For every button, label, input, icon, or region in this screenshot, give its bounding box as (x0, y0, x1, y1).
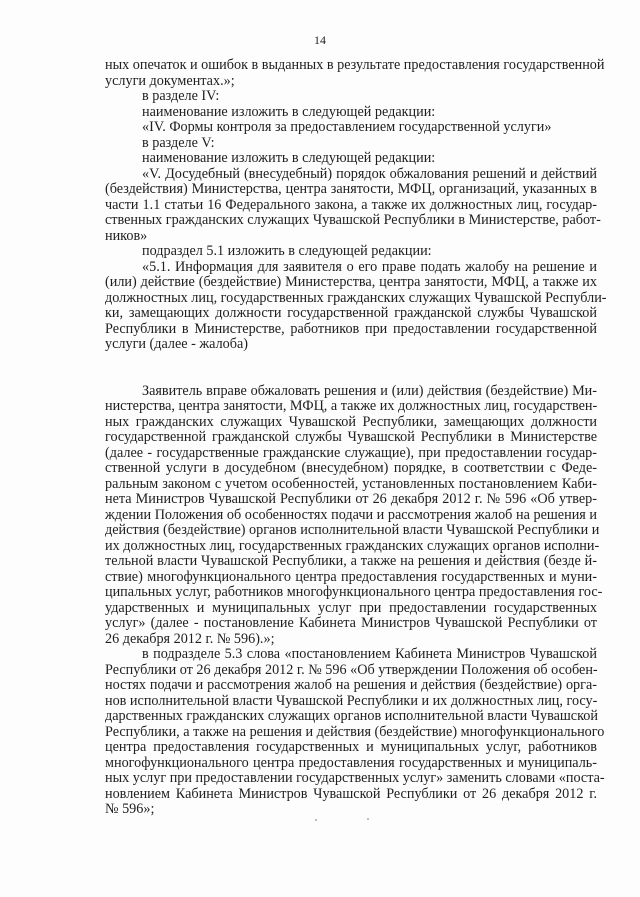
page-number: 14 (314, 33, 326, 47)
text-line: нистерства, центра занятости, МФЦ, а также их должностных лиц, государствен- (105, 398, 598, 414)
text-line: услуги (далее - жалоба) (105, 336, 249, 352)
text-line: ных услуг при предоставлении государственных услуг» заменить словами «поста- (105, 770, 605, 786)
text-line: Республики в Министерстве, работников при предоставлении государственной (105, 320, 597, 337)
text-line: ных гражданских служащих Чувашской Республики, замещающих должности (105, 413, 597, 430)
text-line: ностях подачи и рассмотрения жалоб на решения и действия (бездействие) орга- (105, 677, 597, 693)
text-line: части 1.1 статьи 16 Федерального закона, а также их должностных лиц, государ- (105, 196, 597, 213)
text-line: Республики, а также на решения и действия (бездействие) многофункционального (105, 723, 605, 740)
scan-specks (315, 818, 375, 822)
text-line: наименование изложить в следующей редакции: (142, 103, 436, 120)
text-line: услуги документах.»; (105, 72, 235, 89)
text-line: (далее - государственные гражданские служащие), при предоставлении государ- (105, 444, 597, 461)
text-line: № 596»; (105, 801, 155, 817)
text-line: в разделе IV: (142, 88, 220, 104)
text-line: в подразделе 5.3 слова «постановлением Кабинета Министров Чувашской (142, 646, 597, 662)
text-line: «5.1. Информация для заявителя о его праве подать жалобу на решение и (142, 258, 597, 275)
text-line: ственной услуги в досудебном (внесудебном) порядке, в соответствии с Феде- (105, 460, 597, 476)
text-line: ных опечаток и ошибок в выданных в результате предоставления государственной (105, 57, 605, 73)
text-line: ждении Положения об особенностях подачи и рассмотрения жалоб на решения и (105, 506, 597, 523)
paragraph (105, 57, 605, 89)
paragraph (105, 646, 605, 818)
text-line: тельной власти Чувашской Республики, а также на решения и действия (безде й- (105, 553, 597, 569)
paragraph (105, 244, 597, 260)
paragraph (105, 120, 597, 136)
text-line: нов исполнительной власти Чувашской Республики и их должностных лиц, госу- (105, 692, 598, 709)
paragraph (105, 382, 603, 648)
text-line: «V. Досудебный (внесудебный) порядок обжалования решений и действий (142, 165, 597, 182)
text-line: многофункционального центра предоставления государственных и муниципаль- (105, 754, 597, 771)
text-line: государственной гражданской службы Чувашской Республики в Министерстве (105, 429, 597, 445)
text-line: в разделе V: (142, 134, 215, 151)
text-line: наименование изложить в следующей редакции: (142, 150, 436, 166)
text-line: 26 декабря 2012 г. № 596).»; (105, 630, 275, 647)
text-line: должностных лиц, государственных гражданских служащих Чувашской Республи- (105, 289, 607, 306)
text-line: Заявитель вправе обжаловать решения и (или) действия (бездействие) Ми- (142, 382, 597, 399)
paragraph (105, 89, 597, 105)
text-line: «IV. Формы контроля за предоставлением государственной услуги» (142, 119, 552, 135)
text-line: (или) действие (бездействие) Министерства, центра занятости, МФЦ, а также их (105, 274, 597, 290)
text-line: ципальных услуг, работников многофункционального центра предоставления гос- (105, 584, 603, 600)
text-line: новлением Кабинета Министров Чувашской Республики от 26 декабря 2012 г. (105, 785, 597, 802)
text-line: Республики от 26 декабря 2012 г. № 596 «Об утверждении Положения об особен- (105, 661, 598, 678)
text-line: ударственных и муниципальных услуг при предоставлении государственных (105, 599, 597, 616)
text-line: ников» (105, 227, 148, 244)
text-line: (бездействия) Министерства, центра занятости, МФЦ, организаций, указанных в (105, 181, 597, 197)
text-line: центра предоставления государственных и муниципальных услуг, работников (105, 739, 597, 755)
text-line: ки, замещающих должности государственной гражданской службы Чувашской (105, 305, 597, 321)
text-line: дарственных гражданских служащих органов исполнительной власти Чувашской (105, 708, 598, 724)
text-line: подраздел 5.1 изложить в следующей редакции: (142, 243, 432, 259)
paragraph (105, 258, 607, 353)
text-line: ствие) многофункционального центра предоставления государственных и муни- (105, 568, 597, 585)
paragraph (105, 136, 597, 152)
text-line: их должностных лиц, государственных гражданских служащих органов исполни- (105, 537, 600, 554)
paragraph (105, 165, 601, 245)
document-body (105, 57, 607, 818)
text-line: нета Министров Чувашской Республики от 26 декабря 2012 г. № 596 «Об утвер- (105, 491, 597, 507)
paragraph (105, 105, 597, 121)
text-line: ственных гражданских служащих Чувашской Республики в Министерстве, работ- (105, 212, 601, 228)
paragraph (105, 151, 597, 167)
text-line: ральным законом с учетом особенностей, установленных постановлением Каби- (105, 475, 597, 492)
text-line: услуг» (далее - постановление Кабинета Министров Чувашской Республики от (105, 615, 597, 631)
text-line: действия (бездействие) органов исполнительной власти Чувашской Республики и (105, 522, 600, 538)
